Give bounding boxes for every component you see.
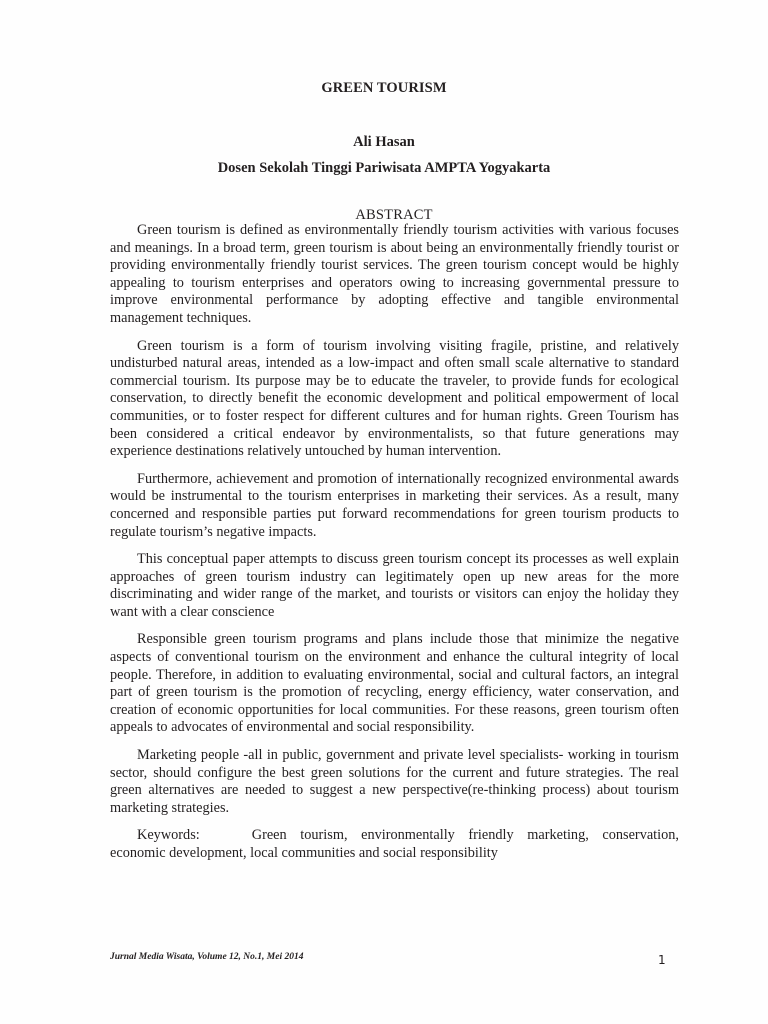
abstract-paragraph: Furthermore, achievement and promotion of internationally recognized environmental awards would be instrumental to the tourism enterprises in marketing their services. As a result, many concerned and responsible parties put forward recommendations for green tourism products to regulate tourism’s negative impacts. [110,470,679,540]
abstract-paragraph: Green tourism is a form of tourism involving visiting fragile, pristine, and relatively undisturbed natural areas, intended as a low-impact and often small scale alternative to standard commercial tourism. Its purpose may be to educate the traveler, to provide funds for ecological conservation, to directly benefit the economic development and political empowerment of local communities, or to foster respect for different cultures and for human rights. Green Tourism has been considered a critical endeavor by environmentalists, so that future generations may experience destinations relatively untouched by human intervention. [110,337,679,460]
keywords-label: Keywords: [137,827,200,844]
author-name: Ali Hasan [353,134,415,150]
abstract-paragraph: This conceptual paper attempts to discuss green tourism concept its processes as well explain approaches of green tourism industry can legitimately open up new areas for the more discriminating and wider range of the market, and tourists or visitors can enjoy the holiday they want with a clear conscience [110,551,679,620]
keywords-line [110,827,679,862]
footer-journal-citation: Jurnal Media Wisata, Volume 12, No.1, Mei 2014 [110,952,304,962]
abstract-paragraph: Marketing people -all in public, government and private level specialists- working in tourism sector, should configure the best green solutions for the current and future strategies. The real green alternatives are needed to suggest a new perspective(re-thinking process) about tourism marketing strategies. [110,747,679,816]
abstract-paragraph: Green tourism is defined as environmentally friendly tourism activities with various focuses and meanings. In a broad term, green tourism is about being an environmentally friendly tourist or providing environmentally friendly tourist services. The green tourism concept would be highly appealing to tourism enterprises and operators owing to increasing governmental pressure to improve environmental performance by adopting effective and tangible environmental management techniques. [110,222,679,326]
paper-title: GREEN TOURISM [321,80,447,96]
page-number: 1 [658,953,666,967]
abstract-heading: ABSTRACT [355,207,433,223]
author-affiliation: Dosen Sekolah Tinggi Pariwisata AMPTA Yogyakarta [217,160,551,176]
abstract-paragraph: Responsible green tourism programs and plans include those that minimize the negative aspects of conventional tourism on the environment and enhance the cultural integrity of local people. Therefore, in addition to evaluating environmental, social and cultural factors, an integral part of green tourism is the promotion of recycling, energy efficiency, water conservation, and creation of economic opportunities for local communities. For these reasons, green tourism often appeals to advocates of environmental and social responsibility. [110,631,679,736]
keywords-text: Green tourism, environmentally friendly marketing, conservation, economic development, local communities and social responsibility [110,827,679,861]
abstract-body [110,222,679,873]
